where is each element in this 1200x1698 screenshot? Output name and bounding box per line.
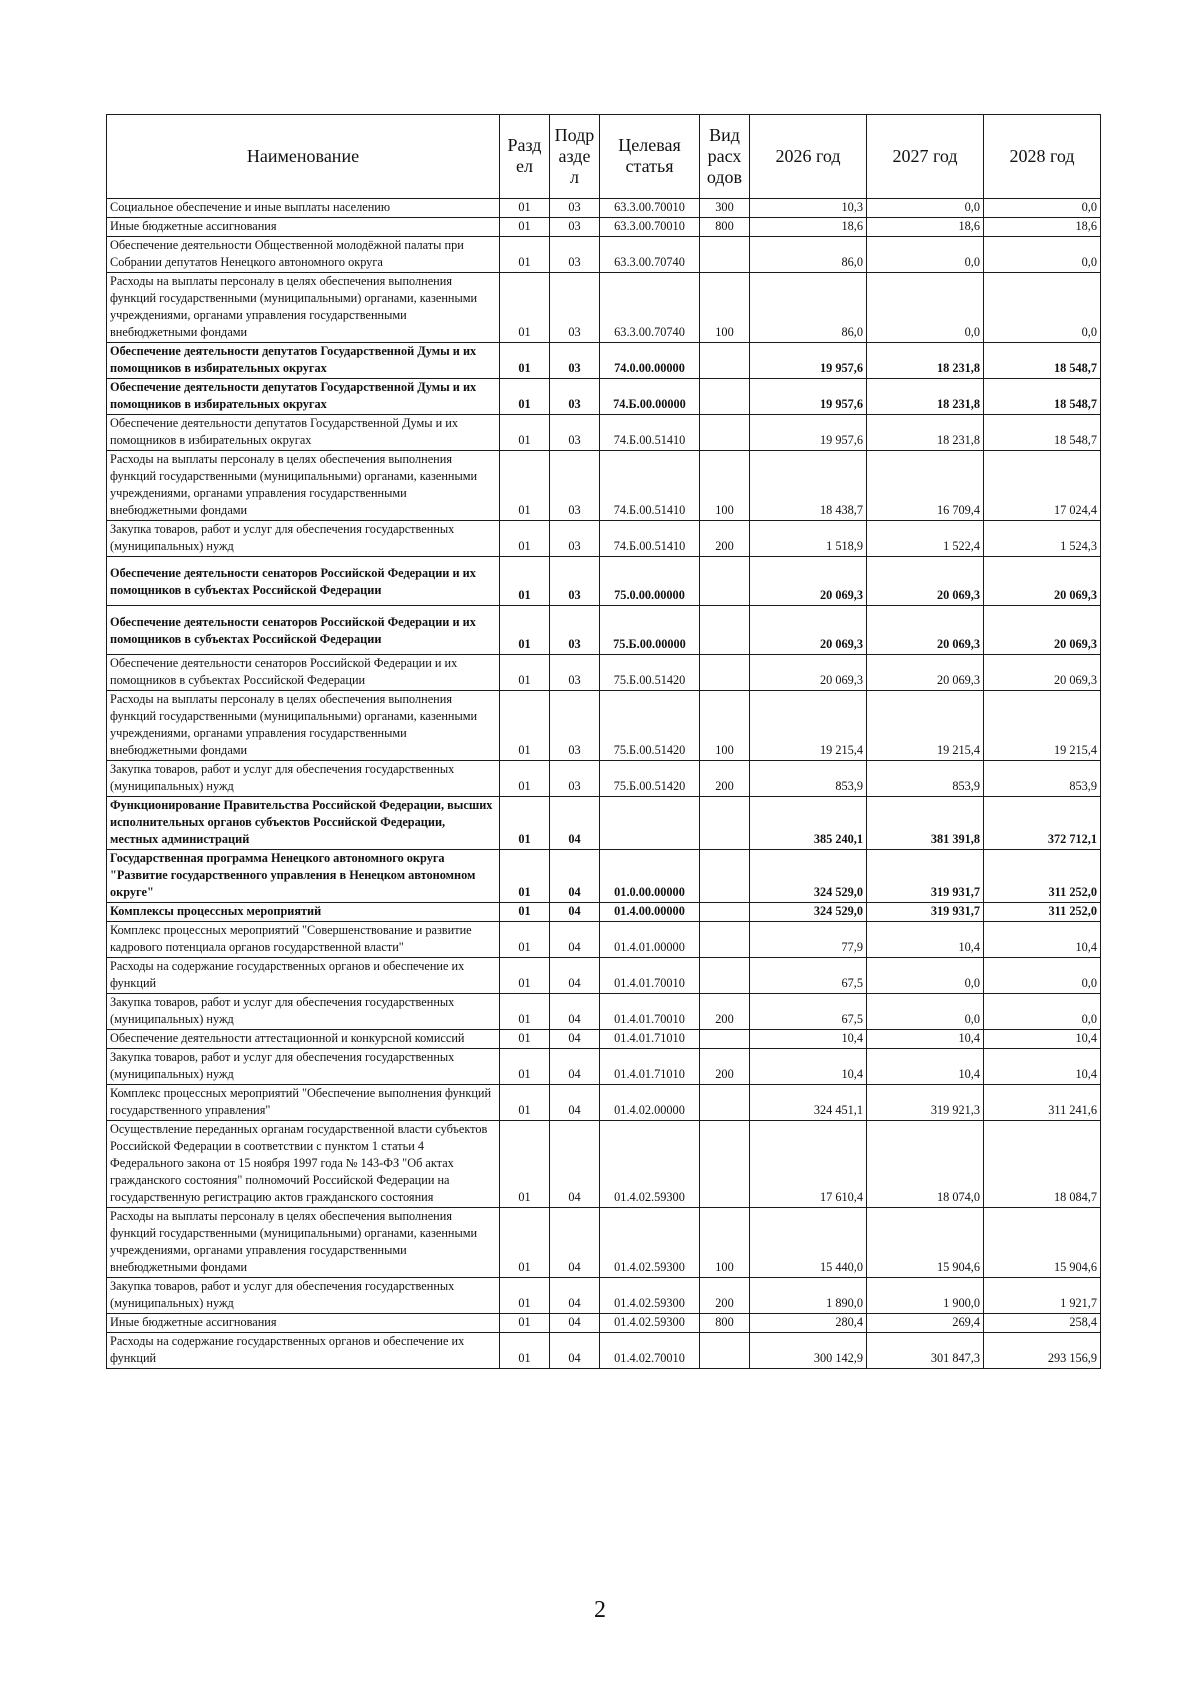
row-amount-2027: 10,4 xyxy=(867,1049,984,1085)
row-section: 01 xyxy=(500,922,550,958)
row-subsection: 04 xyxy=(550,903,600,922)
table-row xyxy=(107,521,1101,557)
row-name: Комплексы процессных мероприятий xyxy=(107,903,500,922)
row-subsection: 03 xyxy=(550,415,600,451)
row-section: 01 xyxy=(500,1278,550,1314)
row-section: 01 xyxy=(500,1085,550,1121)
row-name: Обеспечение деятельности депутатов Государственной Думы и их помощников в избирательных округах xyxy=(107,415,500,451)
table-row xyxy=(107,922,1101,958)
row-amount-2027: 0,0 xyxy=(867,199,984,218)
row-section: 01 xyxy=(500,1208,550,1278)
row-expense-kind xyxy=(700,1121,750,1208)
row-expense-kind xyxy=(700,903,750,922)
row-subsection: 04 xyxy=(550,1030,600,1049)
row-name: Комплекс процессных мероприятий "Совершенствование и развитие кадрового потенциала органов государственной власти" xyxy=(107,922,500,958)
table-row xyxy=(107,379,1101,415)
header-name: Наименование xyxy=(107,115,500,199)
row-name: Закупка товаров, работ и услуг для обеспечения государственных (муниципальных) нужд xyxy=(107,521,500,557)
row-amount-2026: 1 518,9 xyxy=(750,521,867,557)
row-expense-kind: 200 xyxy=(700,521,750,557)
row-section: 01 xyxy=(500,521,550,557)
row-target-article: 01.4.02.59300 xyxy=(600,1314,700,1333)
row-amount-2027: 301 847,3 xyxy=(867,1333,984,1369)
row-subsection: 03 xyxy=(550,606,600,655)
row-section: 01 xyxy=(500,237,550,273)
row-amount-2028: 0,0 xyxy=(984,237,1101,273)
row-section: 01 xyxy=(500,994,550,1030)
row-amount-2028: 15 904,6 xyxy=(984,1208,1101,1278)
row-name: Комплекс процессных мероприятий "Обеспечение выполнения функций государственного управления" xyxy=(107,1085,500,1121)
row-amount-2028: 20 069,3 xyxy=(984,557,1101,606)
row-section: 01 xyxy=(500,451,550,521)
row-amount-2026: 324 529,0 xyxy=(750,850,867,903)
row-amount-2026: 19 215,4 xyxy=(750,691,867,761)
row-expense-kind xyxy=(700,797,750,850)
budget-sheet xyxy=(106,114,1100,1369)
row-subsection: 03 xyxy=(550,521,600,557)
table-row xyxy=(107,606,1101,655)
row-amount-2027: 10,4 xyxy=(867,922,984,958)
row-amount-2026: 18 438,7 xyxy=(750,451,867,521)
row-expense-kind xyxy=(700,850,750,903)
row-expense-kind: 200 xyxy=(700,761,750,797)
row-amount-2026: 324 451,1 xyxy=(750,1085,867,1121)
row-subsection: 03 xyxy=(550,655,600,691)
row-section: 01 xyxy=(500,1049,550,1085)
row-target-article: 01.0.00.00000 xyxy=(600,850,700,903)
row-amount-2027: 20 069,3 xyxy=(867,655,984,691)
row-amount-2026: 67,5 xyxy=(750,994,867,1030)
row-amount-2028: 0,0 xyxy=(984,994,1101,1030)
row-amount-2026: 385 240,1 xyxy=(750,797,867,850)
row-name: Обеспечение деятельности сенаторов Российской Федерации и их помощников в субъектах Российской Федерации xyxy=(107,655,500,691)
row-expense-kind xyxy=(700,606,750,655)
row-amount-2028: 10,4 xyxy=(984,1030,1101,1049)
row-subsection: 04 xyxy=(550,994,600,1030)
table-row xyxy=(107,958,1101,994)
table-row xyxy=(107,415,1101,451)
row-subsection: 03 xyxy=(550,343,600,379)
row-amount-2027: 15 904,6 xyxy=(867,1208,984,1278)
row-target-article: 75.Б.00.51420 xyxy=(600,655,700,691)
header-year-2028: 2028 год xyxy=(984,115,1101,199)
row-subsection: 04 xyxy=(550,797,600,850)
row-amount-2027: 269,4 xyxy=(867,1314,984,1333)
table-header-row xyxy=(107,115,1101,199)
row-subsection: 04 xyxy=(550,1085,600,1121)
table-row xyxy=(107,1030,1101,1049)
row-amount-2026: 77,9 xyxy=(750,922,867,958)
table-row xyxy=(107,1085,1101,1121)
header-section: Разд ел xyxy=(500,115,550,199)
row-amount-2027: 1 522,4 xyxy=(867,521,984,557)
row-amount-2027: 0,0 xyxy=(867,958,984,994)
row-name: Функционирование Правительства Российской Федерации, высших исполнительных органов субъектов Российской Федерации, местных администраций xyxy=(107,797,500,850)
row-amount-2028: 19 215,4 xyxy=(984,691,1101,761)
row-amount-2028: 18 548,7 xyxy=(984,379,1101,415)
row-amount-2028: 18 548,7 xyxy=(984,415,1101,451)
row-amount-2027: 18 231,8 xyxy=(867,415,984,451)
row-subsection: 04 xyxy=(550,922,600,958)
row-target-article: 01.4.02.70010 xyxy=(600,1333,700,1369)
row-expense-kind xyxy=(700,922,750,958)
row-expense-kind: 200 xyxy=(700,994,750,1030)
row-target-article: 63.3.00.70740 xyxy=(600,237,700,273)
row-name: Обеспечение деятельности депутатов Государственной Думы и их помощников в избирательных округах xyxy=(107,379,500,415)
row-amount-2028: 258,4 xyxy=(984,1314,1101,1333)
table-row xyxy=(107,1208,1101,1278)
row-section: 01 xyxy=(500,1030,550,1049)
row-name: Иные бюджетные ассигнования xyxy=(107,1314,500,1333)
row-target-article: 01.4.01.70010 xyxy=(600,994,700,1030)
row-target-article: 01.4.02.59300 xyxy=(600,1208,700,1278)
row-amount-2028: 20 069,3 xyxy=(984,655,1101,691)
row-subsection: 03 xyxy=(550,379,600,415)
row-amount-2027: 19 215,4 xyxy=(867,691,984,761)
header-year-2026: 2026 год xyxy=(750,115,867,199)
row-expense-kind xyxy=(700,343,750,379)
row-amount-2026: 20 069,3 xyxy=(750,655,867,691)
row-amount-2027: 16 709,4 xyxy=(867,451,984,521)
row-name: Социальное обеспечение и иные выплаты населению xyxy=(107,199,500,218)
row-amount-2028: 372 712,1 xyxy=(984,797,1101,850)
row-subsection: 03 xyxy=(550,218,600,237)
row-amount-2027: 20 069,3 xyxy=(867,606,984,655)
row-section: 01 xyxy=(500,691,550,761)
row-expense-kind: 100 xyxy=(700,273,750,343)
row-target-article: 01.4.01.71010 xyxy=(600,1030,700,1049)
row-name: Расходы на содержание государственных органов и обеспечение их функций xyxy=(107,958,500,994)
row-amount-2027: 0,0 xyxy=(867,994,984,1030)
table-row xyxy=(107,850,1101,903)
row-name: Иные бюджетные ассигнования xyxy=(107,218,500,237)
row-subsection: 04 xyxy=(550,1049,600,1085)
row-expense-kind xyxy=(700,1030,750,1049)
row-name: Расходы на выплаты персоналу в целях обеспечения выполнения функций государственными (муниципальными) органами, казенными учреждениями, органами управления государственными внебюджетными фондами xyxy=(107,451,500,521)
row-amount-2027: 319 931,7 xyxy=(867,903,984,922)
row-section: 01 xyxy=(500,761,550,797)
table-row xyxy=(107,797,1101,850)
table-row xyxy=(107,1121,1101,1208)
row-name: Закупка товаров, работ и услуг для обеспечения государственных (муниципальных) нужд xyxy=(107,761,500,797)
row-target-article: 63.3.00.70010 xyxy=(600,199,700,218)
row-target-article: 74.Б.00.51410 xyxy=(600,521,700,557)
row-amount-2027: 381 391,8 xyxy=(867,797,984,850)
row-target-article: 74.Б.00.51410 xyxy=(600,415,700,451)
row-target-article: 01.4.00.00000 xyxy=(600,903,700,922)
row-subsection: 03 xyxy=(550,237,600,273)
row-name: Обеспечение деятельности Общественной молодёжной палаты при Собрании депутатов Ненецкого автономного округа xyxy=(107,237,500,273)
row-name: Закупка товаров, работ и услуг для обеспечения государственных (муниципальных) нужд xyxy=(107,1278,500,1314)
table-row xyxy=(107,557,1101,606)
row-section: 01 xyxy=(500,606,550,655)
table-row xyxy=(107,761,1101,797)
row-section: 01 xyxy=(500,557,550,606)
row-subsection: 03 xyxy=(550,761,600,797)
row-section: 01 xyxy=(500,199,550,218)
table-row xyxy=(107,691,1101,761)
table-row xyxy=(107,273,1101,343)
row-amount-2028: 293 156,9 xyxy=(984,1333,1101,1369)
header-expense-kind: Вид расх одов xyxy=(700,115,750,199)
row-name: Расходы на выплаты персоналу в целях обеспечения выполнения функций государственными (муниципальными) органами, казенными учреждениями, органами управления государственными внебюджетными фондами xyxy=(107,273,500,343)
row-name: Обеспечение деятельности сенаторов Российской Федерации и их помощников в субъектах Российской Федерации xyxy=(107,557,500,606)
row-target-article: 74.Б.00.00000 xyxy=(600,379,700,415)
row-name: Обеспечение деятельности аттестационной и конкурсной комиссий xyxy=(107,1030,500,1049)
row-expense-kind: 100 xyxy=(700,451,750,521)
row-target-article: 01.4.01.71010 xyxy=(600,1049,700,1085)
row-expense-kind xyxy=(700,237,750,273)
table-row xyxy=(107,237,1101,273)
row-section: 01 xyxy=(500,343,550,379)
row-amount-2027: 20 069,3 xyxy=(867,557,984,606)
row-section: 01 xyxy=(500,655,550,691)
row-amount-2027: 0,0 xyxy=(867,273,984,343)
row-amount-2027: 1 900,0 xyxy=(867,1278,984,1314)
row-amount-2028: 20 069,3 xyxy=(984,606,1101,655)
row-amount-2026: 20 069,3 xyxy=(750,557,867,606)
row-amount-2028: 17 024,4 xyxy=(984,451,1101,521)
row-amount-2027: 18 231,8 xyxy=(867,343,984,379)
row-section: 01 xyxy=(500,273,550,343)
row-expense-kind xyxy=(700,1085,750,1121)
table-row xyxy=(107,1049,1101,1085)
row-amount-2028: 18,6 xyxy=(984,218,1101,237)
row-section: 01 xyxy=(500,797,550,850)
row-amount-2028: 311 252,0 xyxy=(984,903,1101,922)
row-name: Осуществление переданных органам государственной власти субъектов Российской Федерации в соответствии с пунктом 1 статьи 4 Федерального закона от 15 ноября 1997 года № 143-ФЗ "Об актах гражданского состояния" полномочий Российской Федерации на государственную регистрацию актов гражданского состояния xyxy=(107,1121,500,1208)
row-target-article: 63.3.00.70010 xyxy=(600,218,700,237)
table-body xyxy=(107,199,1101,1369)
row-expense-kind xyxy=(700,379,750,415)
row-subsection: 04 xyxy=(550,1333,600,1369)
row-amount-2027: 18,6 xyxy=(867,218,984,237)
row-subsection: 03 xyxy=(550,691,600,761)
row-amount-2028: 0,0 xyxy=(984,273,1101,343)
row-section: 01 xyxy=(500,1121,550,1208)
row-amount-2026: 1 890,0 xyxy=(750,1278,867,1314)
header-year-2027: 2027 год xyxy=(867,115,984,199)
table-row xyxy=(107,903,1101,922)
row-target-article: 01.4.01.70010 xyxy=(600,958,700,994)
row-amount-2028: 1 524,3 xyxy=(984,521,1101,557)
row-amount-2028: 10,4 xyxy=(984,1049,1101,1085)
row-subsection: 03 xyxy=(550,199,600,218)
row-amount-2028: 0,0 xyxy=(984,199,1101,218)
row-expense-kind: 100 xyxy=(700,691,750,761)
row-target-article: 74.Б.00.51410 xyxy=(600,451,700,521)
row-expense-kind xyxy=(700,415,750,451)
row-name: Обеспечение деятельности депутатов Государственной Думы и их помощников в избирательных округах xyxy=(107,343,500,379)
row-name: Обеспечение деятельности сенаторов Российской Федерации и их помощников в субъектах Российской Федерации xyxy=(107,606,500,655)
row-amount-2028: 311 252,0 xyxy=(984,850,1101,903)
row-name: Государственная программа Ненецкого автономного округа "Развитие государственного управления в Ненецком автономном округе" xyxy=(107,850,500,903)
row-section: 01 xyxy=(500,958,550,994)
row-section: 01 xyxy=(500,850,550,903)
row-amount-2027: 18 231,8 xyxy=(867,379,984,415)
row-subsection: 04 xyxy=(550,850,600,903)
table-row xyxy=(107,1314,1101,1333)
row-amount-2027: 18 074,0 xyxy=(867,1121,984,1208)
row-amount-2026: 324 529,0 xyxy=(750,903,867,922)
table-row xyxy=(107,218,1101,237)
row-amount-2026: 86,0 xyxy=(750,237,867,273)
row-amount-2027: 319 931,7 xyxy=(867,850,984,903)
row-subsection: 04 xyxy=(550,958,600,994)
row-amount-2026: 300 142,9 xyxy=(750,1333,867,1369)
row-expense-kind: 800 xyxy=(700,1314,750,1333)
row-amount-2026: 19 957,6 xyxy=(750,379,867,415)
row-subsection: 03 xyxy=(550,273,600,343)
page-number: 2 xyxy=(594,1597,606,1623)
row-subsection: 04 xyxy=(550,1208,600,1278)
row-amount-2028: 0,0 xyxy=(984,958,1101,994)
row-section: 01 xyxy=(500,218,550,237)
row-amount-2026: 19 957,6 xyxy=(750,343,867,379)
row-target-article: 75.0.00.00000 xyxy=(600,557,700,606)
row-amount-2026: 280,4 xyxy=(750,1314,867,1333)
row-expense-kind xyxy=(700,655,750,691)
table-row xyxy=(107,994,1101,1030)
row-amount-2026: 67,5 xyxy=(750,958,867,994)
row-target-article: 75.Б.00.51420 xyxy=(600,691,700,761)
row-name: Закупка товаров, работ и услуг для обеспечения государственных (муниципальных) нужд xyxy=(107,994,500,1030)
row-subsection: 03 xyxy=(550,451,600,521)
row-section: 01 xyxy=(500,1314,550,1333)
row-amount-2027: 853,9 xyxy=(867,761,984,797)
row-amount-2028: 18 084,7 xyxy=(984,1121,1101,1208)
row-target-article: 01.4.02.00000 xyxy=(600,1085,700,1121)
row-target-article: 75.Б.00.51420 xyxy=(600,761,700,797)
row-amount-2026: 10,4 xyxy=(750,1049,867,1085)
row-subsection: 04 xyxy=(550,1121,600,1208)
table-row xyxy=(107,1278,1101,1314)
header-target-article: Целевая статья xyxy=(600,115,700,199)
budget-table xyxy=(106,114,1101,1369)
row-expense-kind: 200 xyxy=(700,1278,750,1314)
row-amount-2027: 319 921,3 xyxy=(867,1085,984,1121)
row-target-article: 74.0.00.00000 xyxy=(600,343,700,379)
row-amount-2026: 18,6 xyxy=(750,218,867,237)
table-row xyxy=(107,655,1101,691)
row-section: 01 xyxy=(500,415,550,451)
row-name: Расходы на выплаты персоналу в целях обеспечения выполнения функций государственными (муниципальными) органами, казенными учреждениями, органами управления государственными внебюджетными фондами xyxy=(107,691,500,761)
row-target-article: 75.Б.00.00000 xyxy=(600,606,700,655)
table-row xyxy=(107,343,1101,379)
row-amount-2026: 19 957,6 xyxy=(750,415,867,451)
row-section: 01 xyxy=(500,903,550,922)
row-amount-2028: 10,4 xyxy=(984,922,1101,958)
row-expense-kind: 300 xyxy=(700,199,750,218)
row-target-article: 01.4.02.59300 xyxy=(600,1278,700,1314)
row-amount-2026: 20 069,3 xyxy=(750,606,867,655)
row-name: Расходы на выплаты персоналу в целях обеспечения выполнения функций государственными (муниципальными) органами, казенными учреждениями, органами управления государственными внебюджетными фондами xyxy=(107,1208,500,1278)
row-amount-2026: 86,0 xyxy=(750,273,867,343)
row-amount-2026: 10,3 xyxy=(750,199,867,218)
row-amount-2026: 853,9 xyxy=(750,761,867,797)
row-name: Закупка товаров, работ и услуг для обеспечения государственных (муниципальных) нужд xyxy=(107,1049,500,1085)
table-row xyxy=(107,199,1101,218)
table-row xyxy=(107,451,1101,521)
row-target-article xyxy=(600,797,700,850)
header-subsection: Подр азде л xyxy=(550,115,600,199)
row-expense-kind: 800 xyxy=(700,218,750,237)
row-target-article: 63.3.00.70740 xyxy=(600,273,700,343)
row-amount-2028: 853,9 xyxy=(984,761,1101,797)
row-section: 01 xyxy=(500,379,550,415)
row-amount-2028: 311 241,6 xyxy=(984,1085,1101,1121)
row-subsection: 04 xyxy=(550,1314,600,1333)
row-amount-2026: 17 610,4 xyxy=(750,1121,867,1208)
row-expense-kind: 100 xyxy=(700,1208,750,1278)
row-amount-2026: 15 440,0 xyxy=(750,1208,867,1278)
row-section: 01 xyxy=(500,1333,550,1369)
row-expense-kind: 200 xyxy=(700,1049,750,1085)
row-amount-2028: 18 548,7 xyxy=(984,343,1101,379)
row-target-article: 01.4.01.00000 xyxy=(600,922,700,958)
row-amount-2027: 0,0 xyxy=(867,237,984,273)
row-subsection: 03 xyxy=(550,557,600,606)
row-amount-2028: 1 921,7 xyxy=(984,1278,1101,1314)
row-subsection: 04 xyxy=(550,1278,600,1314)
row-expense-kind xyxy=(700,557,750,606)
row-name: Расходы на содержание государственных органов и обеспечение их функций xyxy=(107,1333,500,1369)
table-row xyxy=(107,1333,1101,1369)
row-amount-2027: 10,4 xyxy=(867,1030,984,1049)
row-expense-kind xyxy=(700,958,750,994)
row-target-article: 01.4.02.59300 xyxy=(600,1121,700,1208)
row-amount-2026: 10,4 xyxy=(750,1030,867,1049)
row-expense-kind xyxy=(700,1333,750,1369)
